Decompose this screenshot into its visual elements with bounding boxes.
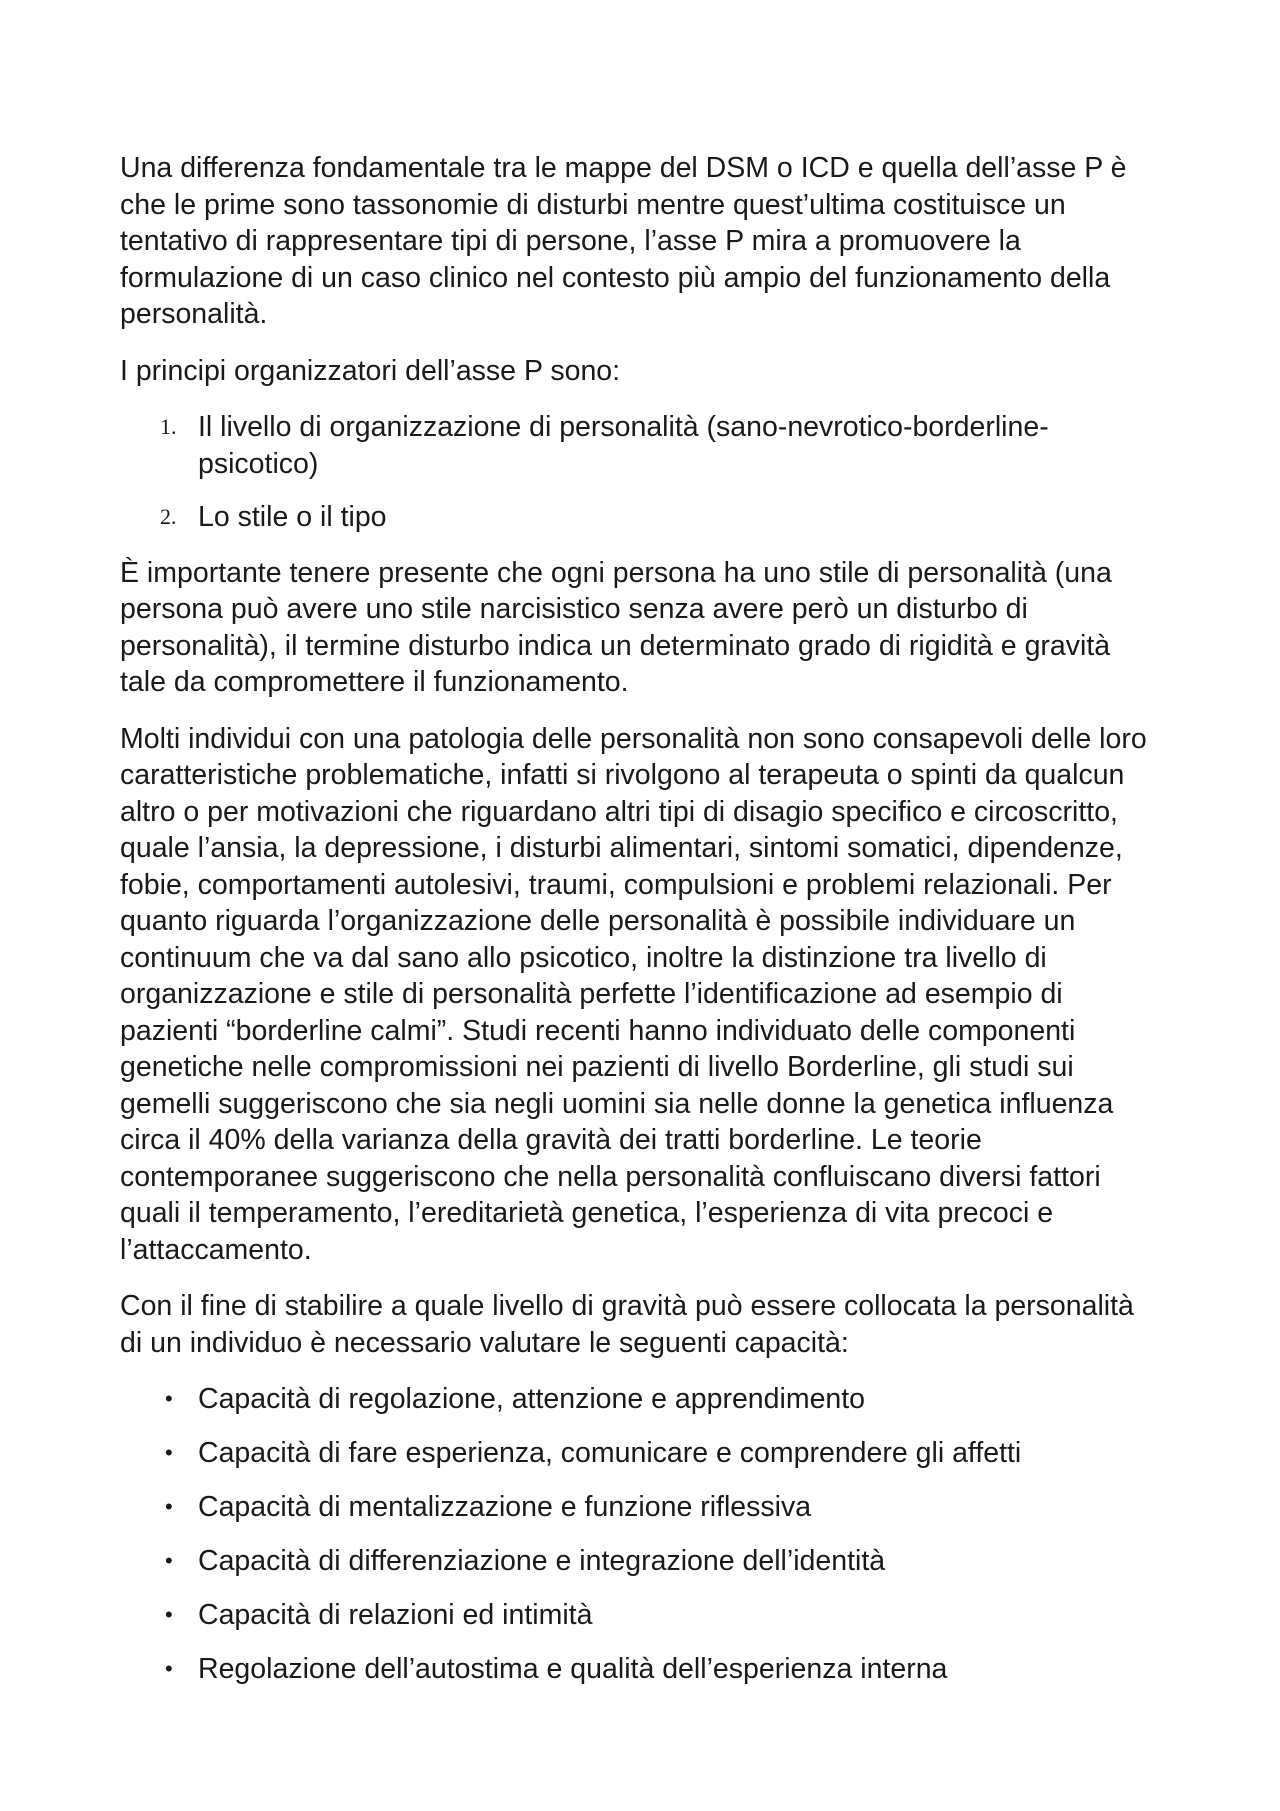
paragraph-personality-style: È importante tenere presente che ogni persona ha uno stile di personalità (una persona può avere uno stile narcisistico senza avere però un disturbo di personalità), il termine disturbo indica un determinato grado di rigidità e gravità tale da compromettere il funzionamento. [120,556,1112,698]
bullet-list-item [120,1381,1160,1418]
paragraph-pathology: Molti individui con una patologia delle personalità non sono consapevoli delle loro caratteristiche problematiche, infatti si rivolgono al terapeuta o spinti da qualcun altro o per motivazioni che riguardano altri tipi di disagio specifico e circoscritto, quale l’ansia, la depressione, i disturbi alimentari, sintomi somatici, dipendenze, fobie, comportamenti autolesivi, traumi, compulsioni e problemi relazionali. Per quanto riguarda l’organizzazione delle personalità è possibile individuare un continuum che va dal sano allo psicotico, inoltre la distinzione tra livello di organizzazione e stile di personalità perfette l’identificazione ad esempio di pazienti “borderline calmi”. Studi recenti hanno individuato delle componenti genetiche nelle compromissioni nei pazienti di livello Borderline, gli studi sui gemelli suggeriscono che sia negli uomini sia nelle donne la genetica influenza circa il 40% della varianza della gravità dei tratti borderline. Le teorie contemporanee suggeriscono che nella personalità confluiscano diversi fattori quali il temperamento, l’ereditarietà genetica, l’esperienza di vita precoci e l’attaccamento. [120,722,1147,1266]
bullet-list [120,1381,1160,1688]
list-item-text: Capacità di differenziazione e integrazione dell’identità [198,1545,886,1577]
numbered-list [120,409,1160,536]
bullet-list-item [120,1543,1160,1580]
paragraph-capacities-intro: Con il fine di stabilire a quale livello di gravità può essere collocata la personalità di un individuo è necessario valutare le seguenti capacità: [120,1290,1134,1359]
list-item-text: Capacità di regolazione, attenzione e apprendimento [198,1383,866,1415]
bullet-list-item [120,1597,1160,1634]
numbered-list-item [120,409,1160,482]
list-number: 1. [160,414,177,439]
bullet-icon: • [165,1494,173,1519]
list-item-text: Il livello di organizzazione di personalità (sano-nevrotico-borderline-psicotico) [198,411,1049,480]
paragraph-principles-heading: I principi organizzatori dell’asse P sono: [120,354,621,387]
list-number: 2. [160,504,177,529]
paragraph-intro: Una differenza fondamentale tra le mappe del DSM o ICD e quella dell’asse P è che le prime sono tassonomie di disturbi mentre quest’ultima costituisce un tentativo di rappresentare tipi di persone, l’asse P mira a promuovere la formulazione di un caso clinico nel contesto più ampio del funzionamento della personalità. [120,152,1127,330]
list-item-text: Capacità di mentalizzazione e funzione riflessiva [198,1491,812,1523]
bullet-icon: • [165,1602,173,1627]
bullet-icon: • [165,1386,173,1411]
bullet-icon: • [165,1440,173,1465]
numbered-list-item [120,499,1160,536]
list-item-text: Capacità di fare esperienza, comunicare e comprendere gli affetti [198,1437,1022,1469]
bullet-list-item [120,1489,1160,1526]
list-item-text: Regolazione dell’autostima e qualità dell’esperienza interna [198,1653,948,1685]
list-item-text: Capacità di relazioni ed intimità [198,1599,593,1631]
bullet-list-item [120,1651,1160,1688]
list-item-text: Lo stile o il tipo [198,501,387,533]
bullet-icon: • [165,1656,173,1681]
document-page [120,150,1160,1707]
bullet-list-item [120,1435,1160,1472]
bullet-icon: • [165,1548,173,1573]
